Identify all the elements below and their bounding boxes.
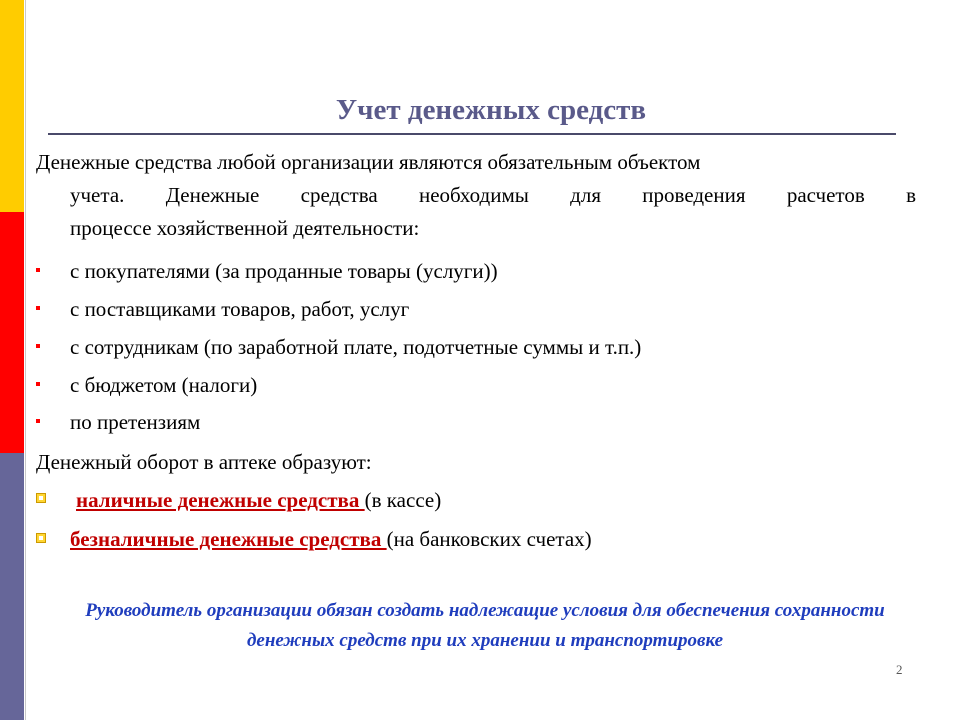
noncash-item	[70, 523, 592, 556]
intro-line-2: учета. Денежные средства необходимы для проведения расчетов в	[70, 183, 916, 207]
cash-note: (в кассе)	[364, 488, 442, 512]
turnover-heading: Денежный оборот в аптеке образуют:	[36, 450, 372, 474]
square-bullet-icon	[36, 493, 46, 503]
list-item: с сотрудникам (по заработной плате, подотчетные суммы и т.п.)	[70, 335, 642, 359]
noncash-term: безналичные денежные средства	[70, 527, 387, 551]
intro-paragraph	[36, 146, 916, 245]
cash-item	[76, 484, 441, 517]
bullet-marker	[36, 382, 40, 386]
list-item: с поставщиками товаров, работ, услуг	[70, 297, 410, 321]
intro-line-1: Денежные средства любой организации являются обязательным объектом	[36, 150, 701, 174]
list-item: с бюджетом (налоги)	[70, 373, 258, 397]
footer-note: Руководитель организации обязан создать надлежащие условия для обеспечения сохранности денежных средств при их хранении и транспортировке	[85, 600, 885, 651]
bullet-marker	[36, 268, 40, 272]
noncash-note: (на банковских счетах)	[386, 527, 592, 551]
list-item: с покупателями (за проданные товары (услуги))	[70, 259, 498, 283]
slide-title: Учет денежных средств	[335, 94, 647, 126]
square-bullet-icon	[36, 533, 46, 543]
cash-term: наличные денежные средства	[76, 488, 365, 512]
list-item: по претензиям	[70, 410, 201, 434]
page-number: 2	[896, 662, 903, 677]
bullet-marker	[36, 344, 40, 348]
bullet-marker	[36, 306, 40, 310]
bullet-marker	[36, 419, 40, 423]
intro-line-3: процессе хозяйственной деятельности:	[70, 216, 420, 240]
